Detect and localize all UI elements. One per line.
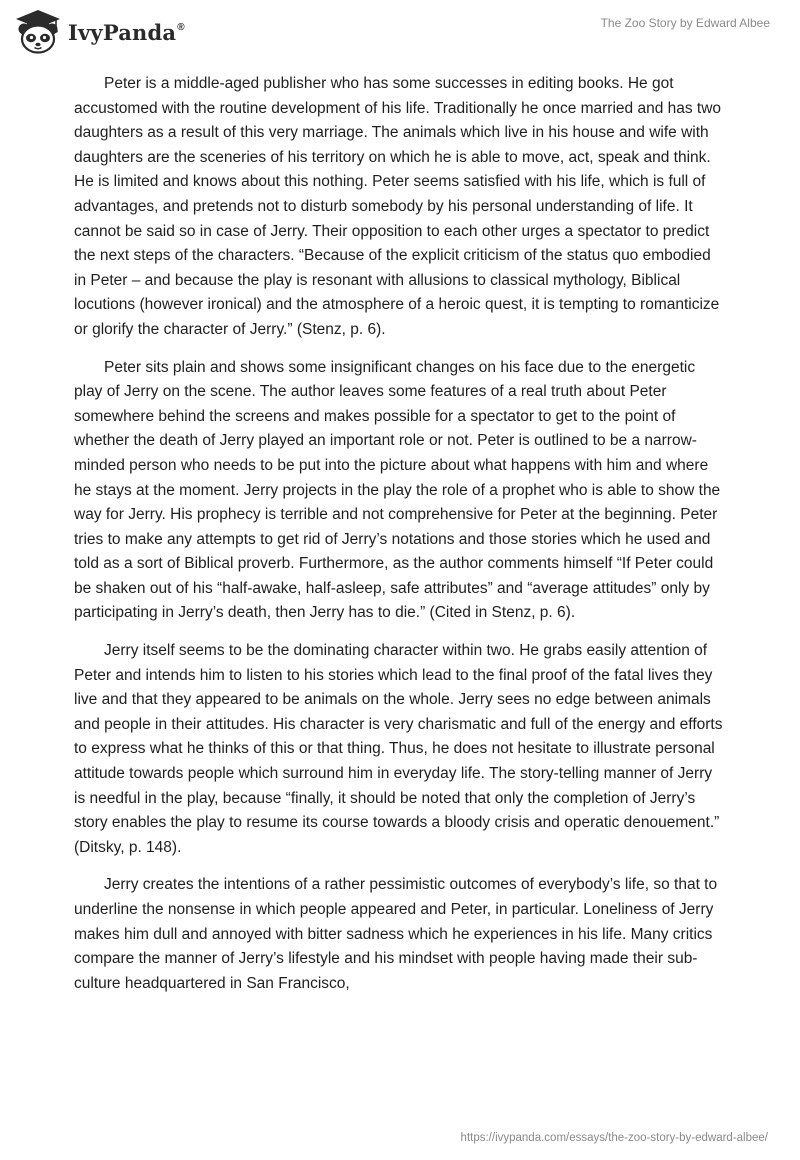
page-header [0,0,800,60]
paragraph: Peter sits plain and shows some insignificant changes on his face due to the energetic play of Jerry on the scene. The author leaves some features of a real truth about Peter somewhere behind the screens and makes possible for a spectator to get to the point of whether the death of Jerry played an important role or not. Peter is outlined to be a narrow-minded person who needs to be put into the picture about what happens with him and where he stays at the moment. Jerry projects in the play the role of a prophet who is able to show the way for Jerry. His prophecy is terrible and not comprehensive for Peter at the beginning. Peter tries to make any attempts to get rid of Jerry’s notations and those stories which he used and told as a sort of Biblical proverb. Furthermore, as the author comments himself “If Peter could be shaken out of his “half-awake, half-asleep, safe attributes” and “average attitudes” only by participating in Jerry’s death, then Jerry has to die.” (Cited in Stenz, p. 6). [74,358,721,622]
paragraph: Jerry creates the intentions of a rather pessimistic outcomes of everybody’s life, so that to underline the nonsense in which people appeared and Peter, in particular. Loneliness of Jerry makes him dull and annoyed with bitter sadness which he experiences in his life. Many critics compare the manner of Jerry’s lifestyle and his mindset with people having made their sub-culture headquartered in San Francisco, [74,876,718,992]
brand-name: IvyPanda® [68,19,185,45]
registered-mark: ® [177,21,185,33]
paragraph: Jerry itself seems to be the dominating character within two. He grabs easily attention of Peter and intends him to listen to his stories which lead to the final proof of the fatal lives they live and that they appeared to be animals on the whole. Jerry sees no edge between animals and people in their attitudes. His character is very charismatic and full of the energy and efforts to express what he thinks of this or that thing. Thus, he does not hesitate to illustrate personal attitude towards people which surround him in everyday life. The story-telling manner of Jerry is needful in the play, because “finally, it should be noted that only the completion of Jerry’s story enables the play to resume its course towards a bloody crisis and operatic denouement.” (Ditsky, p. 148). [74,642,723,856]
source-url-link[interactable]: https://ivypanda.com/essays/the-zoo-story-by-edward-albee/ [460,1132,768,1144]
paragraph: Peter is a middle-aged publisher who has some successes in editing books. He got accustomed with the routine development of his life. Traditionally he once married and has two daughters as a result of this very marriage. The animals which live in his house and wife with daughters are the sceneries of his territory on which he is able to move, act, speak and think. He is limited and knows about this nothing. Peter seems satisfied with his life, which is full of advantages, and pretends not to disturb somebody by his personal understanding of life. It cannot be said so in case of Jerry. Their opposition to each other urges a spectator to predict the next steps of the characters. “Because of the explicit criticism of the status quo embodied in Peter – and because the play is resonant with allusions to classical mythology, Biblical locutions (however ironical) and the atmosphere of a heroic quest, it is tempting to romanticize or glorify the character of Jerry.” (Stenz, p. 6). [74,75,722,338]
brand-logo[interactable] [14,8,185,54]
panda-graduate-icon [14,8,62,54]
essay-body [74,72,726,1009]
document-title: The Zoo Story by Edward Albee [600,16,770,30]
